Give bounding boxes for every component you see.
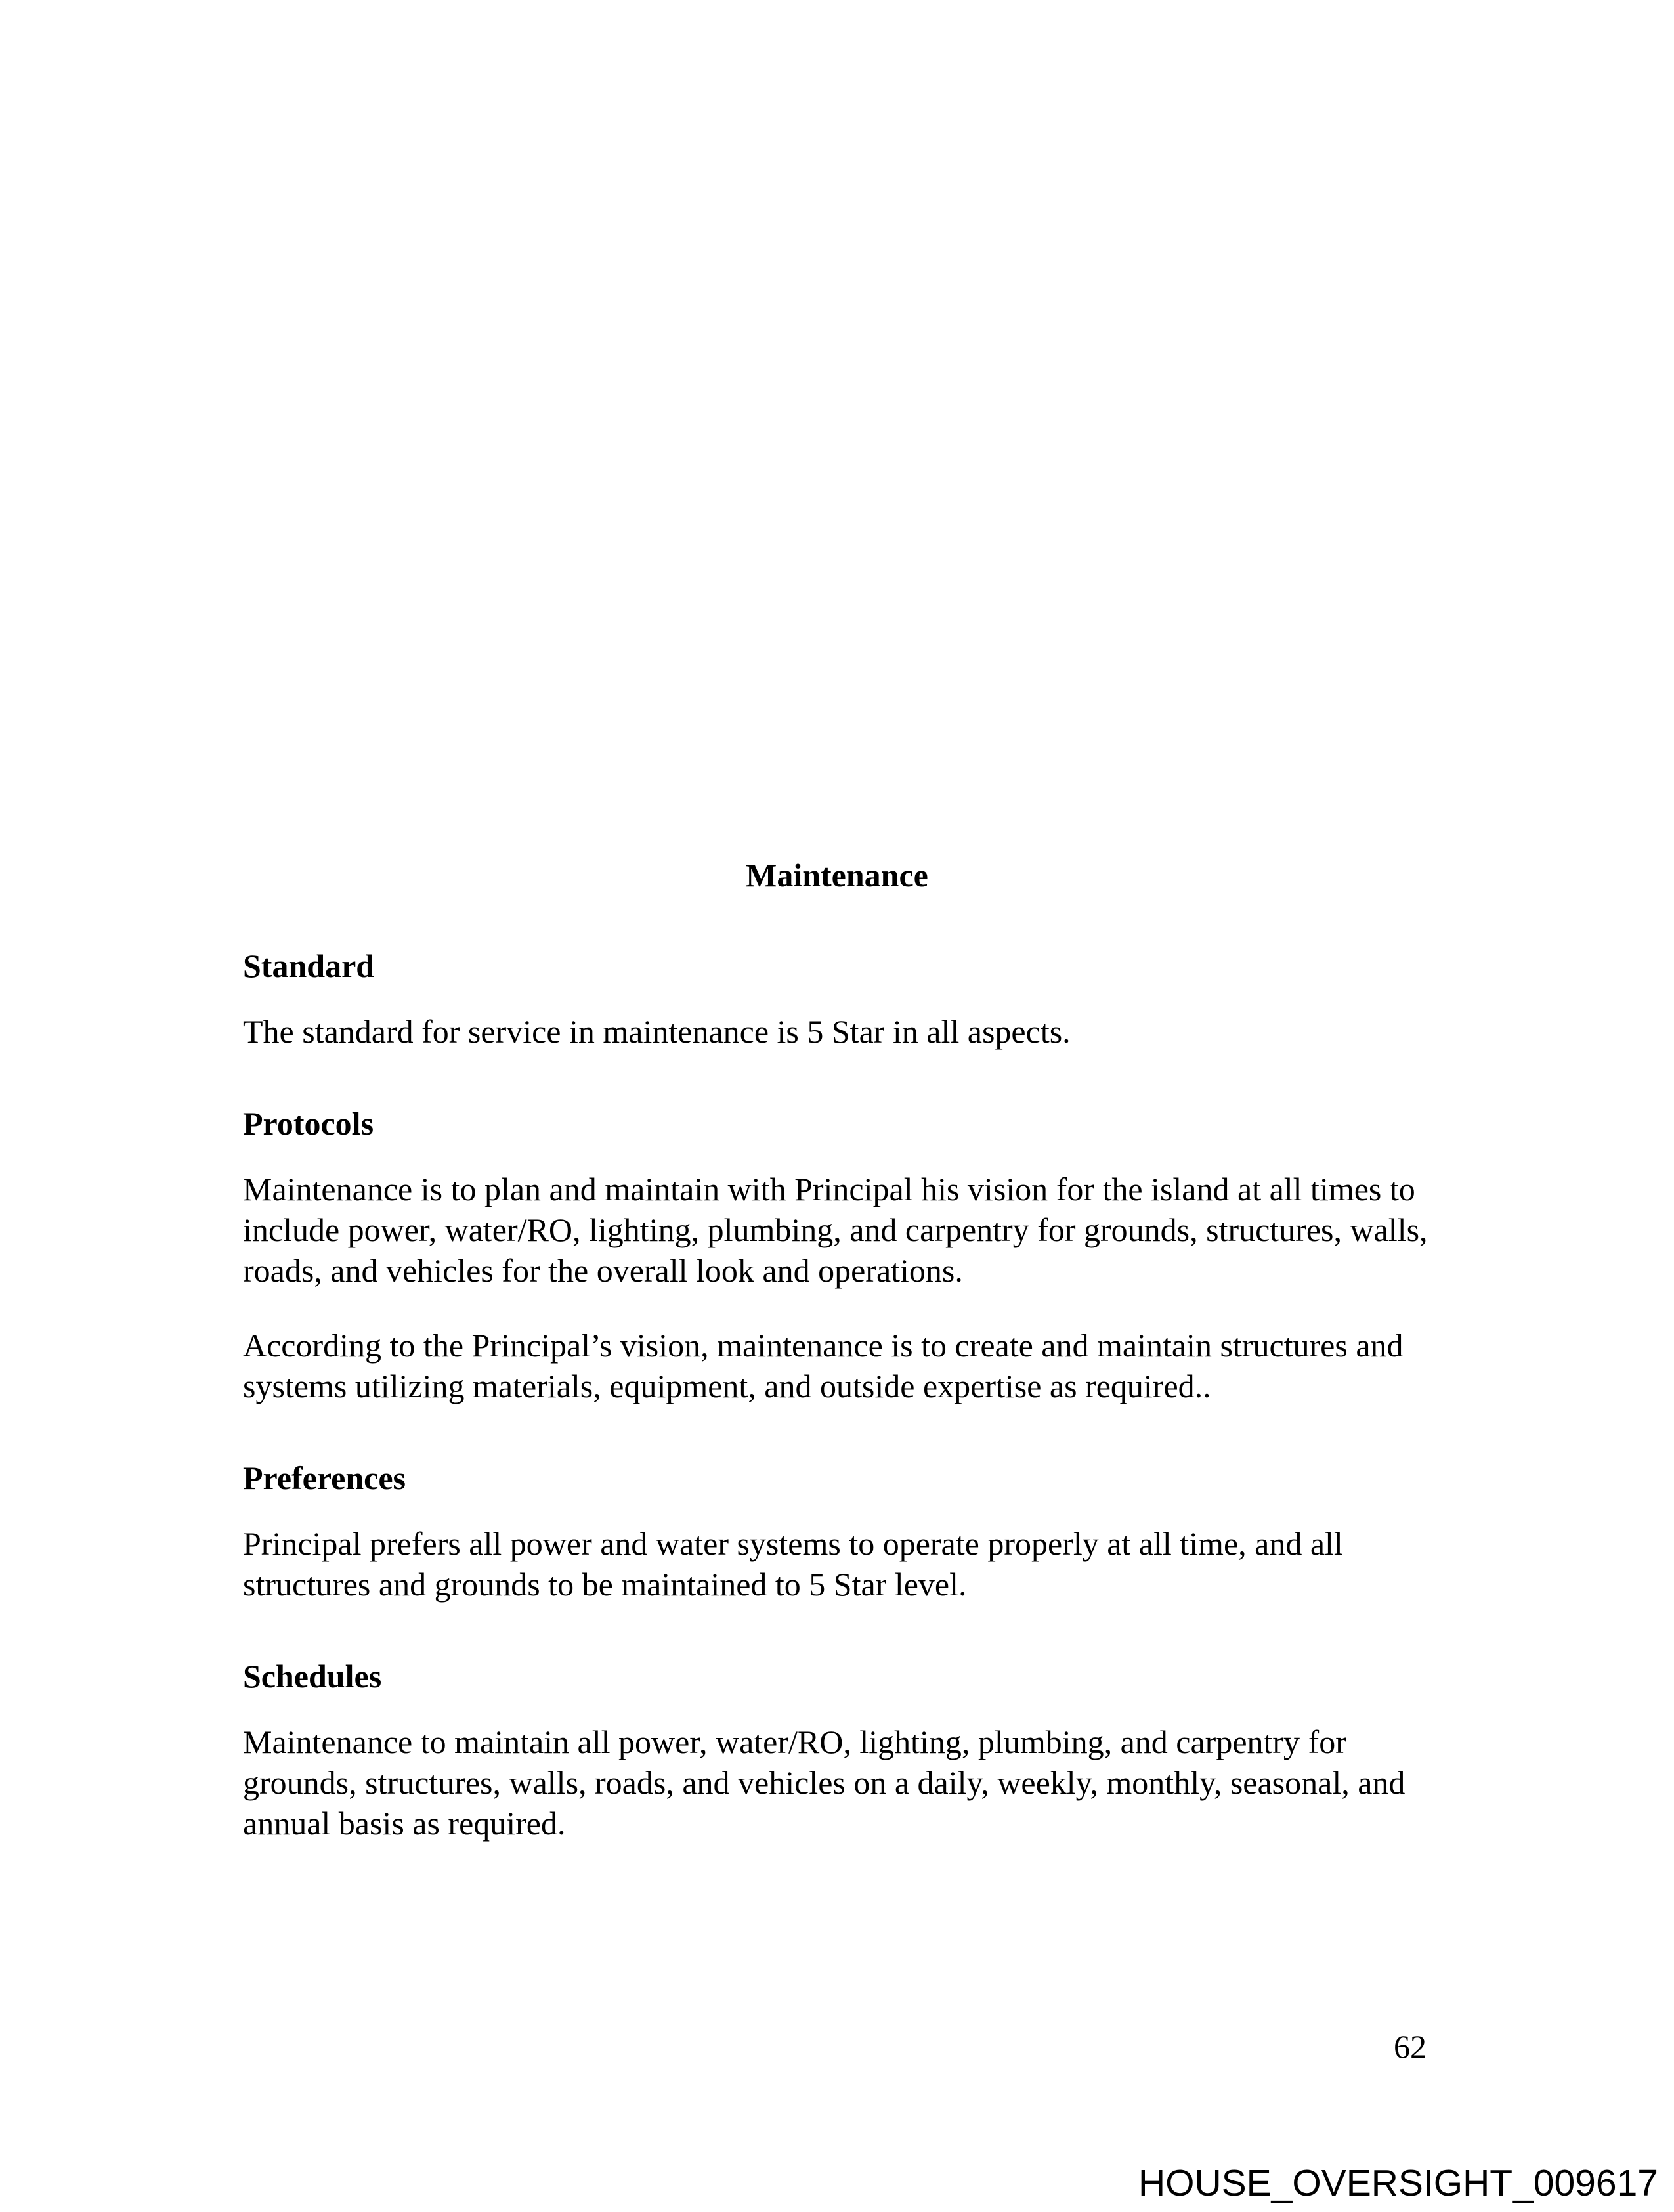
schedules-paragraph: Maintenance to maintain all power, water/RO, lighting, plumbing, and carpentry for grounds, structures, walls, roads, and vehicles on a daily, weekly, monthly, seasonal, and annual basis as required.: [243, 1724, 1406, 1842]
bates-stamp: HOUSE_OVERSIGHT_009617: [1138, 2162, 1658, 2204]
protocols-paragraph-1: Maintenance is to plan and maintain with Principal his vision for the island at all times to include power, water/RO, lighting, plumbing, and carpentry for grounds, structures, walls, roads, and vehicles for the overall look and operations.: [243, 1171, 1428, 1289]
preferences-paragraph: Principal prefers all power and water systems to operate properly at all time, and all structures and grounds to be maintained to 5 Star level.: [243, 1525, 1343, 1603]
section-heading-standard: Standard: [243, 947, 375, 984]
document-title: Maintenance: [746, 857, 928, 894]
section-heading-preferences: Preferences: [243, 1460, 406, 1496]
section-heading-protocols: Protocols: [243, 1105, 374, 1142]
standard-paragraph: The standard for service in maintenance is 5 Star in all aspects.: [243, 1013, 1071, 1050]
page-number: 62: [1394, 2028, 1427, 2065]
section-heading-schedules: Schedules: [243, 1658, 382, 1695]
page-content: [243, 0, 1431, 1844]
protocols-paragraph-2: According to the Principal’s vision, maintenance is to create and maintain structures and systems utilizing materials, equipment, and outside expertise as required..: [243, 1327, 1404, 1404]
